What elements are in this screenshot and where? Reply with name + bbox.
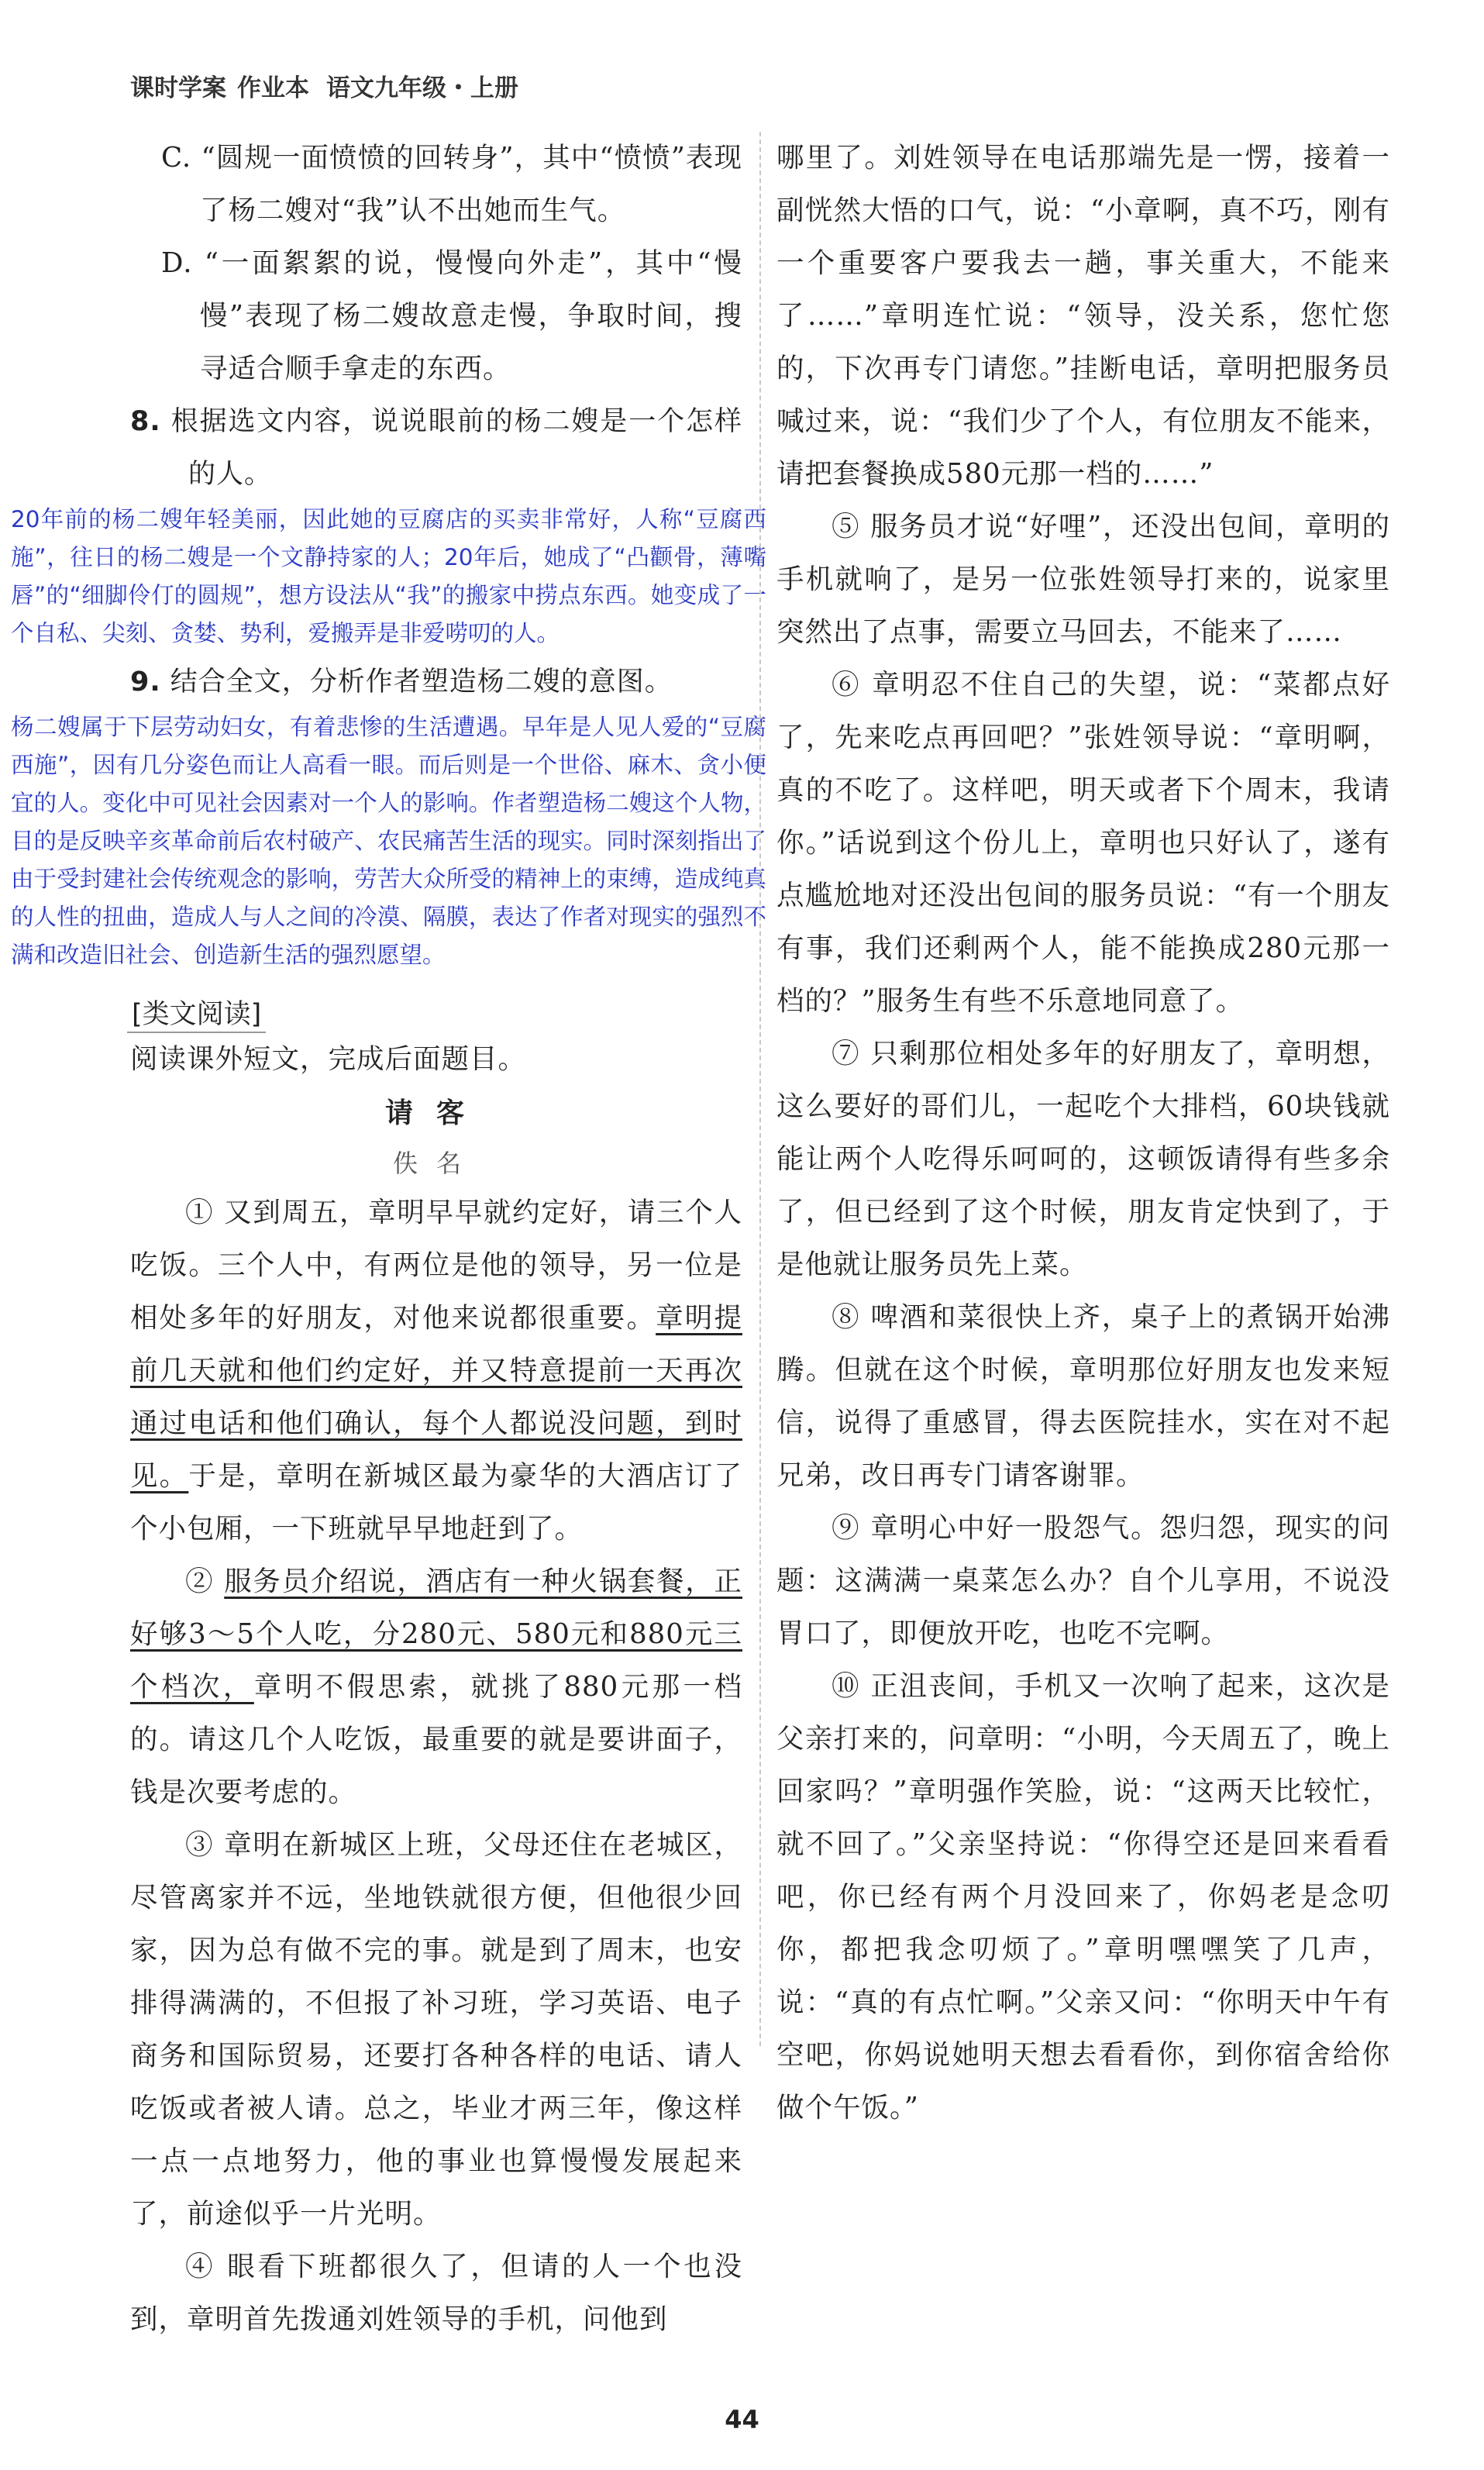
question-9: [130, 656, 742, 708]
book-name: 作业本: [237, 74, 309, 102]
paragraph-6: ⑥ 章明忍不住自己的失望，说：“菜都点好了，先来吃点再回吧？”张姓领导说：“章明啊，真的不吃了。这样吧，明天或者下个周末，我请你。”话说到这个份儿上，章明也只好认了，遂有点尴尬地对还没出包间的服务员说：“有一个朋友有事，我们还剩两个人，能不能换成280元那一档的？”服务生有些不乐意地同意了。: [776, 669, 1390, 1017]
paragraph-2-end: 章明不假思索，就挑了880元那一档的。请这几个人吃饭，最重要的就是要讲面子，钱是次要考虑的。: [130, 1671, 742, 1808]
paragraph-5: ⑤ 服务员才说“好哩”，还没出包间，章明的手机就响了，是另一位张姓领导打来的，说家里突然出了点事，需要立马回去，不能来了……: [776, 511, 1390, 648]
page-number: 44: [725, 2405, 759, 2434]
answer-8: 20年前的杨二嫂年轻美丽，因此她的豆腐店的买卖非常好，人称“豆腐西施”，往日的杨二嫂是一个文静持家的人；20年后，她成了“凸颧骨，薄嘴唇”的“细脚伶仃的圆规”，想方设法从“我”的搬家中捞点东西。她变成了一个自私、尖刻、贪婪、势利，爱搬弄是非爱唠叨的人。: [11, 506, 766, 646]
question-8-number: 8.: [130, 406, 161, 437]
article-author: 佚名: [392, 1149, 480, 1178]
paragraph-4: ④ 眼看下班都很久了，但请的人一个也没到，章明首先拨通刘姓领导的手机，问他到: [130, 2251, 742, 2335]
option-d: D. “一面絮絮的说，慢慢向外走”，其中“慢慢”表现了杨二嫂故意走慢，争取时间，搜寻适合顺手拿走的东西。: [161, 247, 742, 384]
column-divider: [759, 132, 761, 2046]
right-column: [776, 132, 1390, 2134]
paragraph-2: [130, 1555, 742, 1819]
article-title: 请客: [384, 1097, 487, 1129]
question-8: [130, 395, 742, 501]
paragraph-1-start: ① 又到周五，章明早早就约定好，请三个人吃饭。三个人中，有两位是他的领导，另一位是相处多年的好朋友，对他来说都很重要。: [130, 1197, 742, 1334]
paragraph-7: ⑦ 只剩那位相处多年的好朋友了，章明想，这么要好的哥们儿，一起吃个大排档，60块钱就能让两个人吃得乐呵呵的，这顿饭请得有些多余了，但已经到了这个时候，朋友肯定快到了，于是他就让服务员先上菜。: [776, 1038, 1390, 1280]
paragraph-9: ⑨ 章明心中好一股怨气。怨归怨，现实的问题：这满满一桌菜怎么办？自个儿享用，不说没胃口了，即便放开吃，也吃不完啊。: [776, 1512, 1390, 1649]
section-tag: [类文阅读]: [127, 993, 266, 1033]
paragraph-1: [130, 1187, 742, 1555]
paragraph-3: ③ 章明在新城区上班，父母还住在老城区，尽管离家并不远，坐地铁就很方便，但他很少回家，因为总有做不完的事。就是到了周末，也安排得满满的，不但报了补习班，学习英语、电子商务和国际贸易，还要打各种各样的电话、请人吃饭或者被人请。总之，毕业才两三年，像这样一点一点地努力，他的事业也算慢慢发展起来了，前途似乎一片光明。: [130, 1829, 742, 2230]
reading-instruction: 阅读课外短文，完成后面题目。: [130, 1043, 527, 1075]
paragraph-1-underlined: 章明提前几天就和他们约定好，并又特意提前一天再次通过电话和他们确认，每个人都说没问题，到时见。: [130, 1302, 742, 1492]
option-c: C. “圆规一面愤愤的回转身”，其中“愤愤”表现了杨二嫂对“我”认不出她而生气。: [161, 142, 742, 226]
paragraph-8: ⑧ 啤酒和菜很快上齐，桌子上的煮锅开始沸腾。但就在这个时候，章明那位好朋友也发来短信，说得了重感冒，得去医院挂水，实在对不起兄弟，改日再专门请客谢罪。: [776, 1301, 1390, 1491]
paragraph-2-underlined: 服务员介绍说，酒店有一种火锅套餐，正好够3～5个人吃，分280元、580元和880元三个档次，: [130, 1566, 742, 1703]
subject-grade: 语文九年级・上册: [326, 74, 518, 102]
question-9-number: 9.: [130, 667, 161, 698]
left-column: [11, 132, 766, 2346]
paragraph-4-continued: 哪里了。刘姓领导在电话那端先是一愣，接着一副恍然大悟的口气，说：“小章啊，真不巧，刚有一个重要客户要我去一趟，事关重大，不能来了……”章明连忙说：“领导，没关系，您忙您的，下次再专门请您。”挂断电话，章明把服务员喊过来，说：“我们少了个人，有位朋友不能来，请把套餐换成580元那一档的……”: [776, 142, 1390, 490]
series-name: 课时学案: [130, 74, 226, 102]
question-9-text: 结合全文，分析作者塑造杨二嫂的意图。: [170, 667, 673, 698]
page-header: [130, 68, 518, 103]
question-8-text: 根据选文内容，说说眼前的杨二嫂是一个怎样的人。: [170, 406, 742, 490]
answer-9: 杨二嫂属于下层劳动妇女，有着悲惨的生活遭遇。早年是人见人爱的“豆腐西施”，因有几分姿色而让人高看一眼。而后则是一个世俗、麻木、贪小便宜的人。变化中可见社会因素对一个人的影响。作者塑造杨二嫂这个人物，目的是反映辛亥革命前后农村破产、农民痛苦生活的现实。同时深刻指出了由于受封建社会传统观念的影响，劳苦大众所受的精神上的束缚，造成纯真的人性的扭曲，造成人与人之间的冷漠、隔膜，表达了作者对现实的强烈不满和改造旧社会、创造新生活的强烈愿望。: [11, 714, 766, 968]
paragraph-2-start: ②: [185, 1566, 225, 1597]
paragraph-1-end: 于是，章明在新城区最为豪华的大酒店订了个小包厢，一下班就早早地赶到了。: [130, 1460, 742, 1545]
paragraph-10: ⑩ 正沮丧间，手机又一次响了起来，这次是父亲打来的，问章明：“小明，今天周五了，晚上回家吗？”章明强作笑脸，说：“这两天比较忙，就不回了。”父亲坚持说：“你得空还是回来看看吧，你已经有两个月没回来了，你妈老是念叨你，都把我念叨烦了。”章明嘿嘿笑了几声，说：“真的有点忙啊。”父亲又问：“你明天中午有空吧，你妈说她明天想去看看你，到你宿舍给你做个午饭。”: [776, 1670, 1390, 2124]
